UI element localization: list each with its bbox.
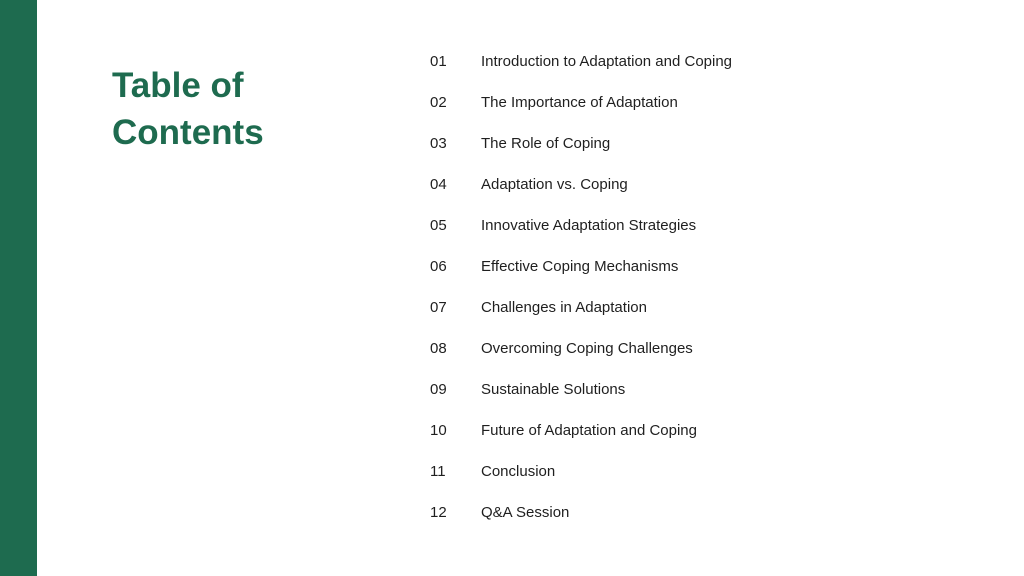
toc-item-03[interactable] (430, 133, 732, 174)
toc-item-09[interactable] (430, 379, 732, 420)
toc-item-label: Introduction to Adaptation and Coping (481, 53, 733, 70)
toc-item-number: 03 (430, 135, 447, 152)
toc-item-10[interactable] (430, 420, 732, 461)
toc-item-label: Overcoming Coping Challenges (481, 340, 693, 357)
toc-item-label: Challenges in Adaptation (481, 299, 647, 316)
toc-item-number: 01 (430, 53, 447, 70)
toc-item-label: Adaptation vs. Coping (481, 176, 628, 193)
toc-item-12[interactable] (430, 502, 732, 543)
table-of-contents-list (430, 51, 732, 543)
title-line-2: Contents (112, 113, 264, 152)
toc-item-01[interactable] (430, 51, 732, 92)
toc-item-08[interactable] (430, 338, 732, 379)
toc-item-04[interactable] (430, 174, 732, 215)
toc-item-11[interactable] (430, 461, 732, 502)
toc-item-number: 08 (430, 340, 447, 357)
page-title (112, 62, 264, 156)
toc-item-02[interactable] (430, 92, 732, 133)
toc-item-number: 07 (430, 299, 447, 316)
toc-item-number: 09 (430, 381, 447, 398)
toc-item-label: Effective Coping Mechanisms (481, 258, 679, 275)
toc-item-label: Q&A Session (481, 504, 570, 521)
toc-item-number: 05 (430, 217, 447, 234)
toc-item-label: The Role of Coping (481, 135, 611, 152)
toc-item-label: Conclusion (481, 463, 556, 480)
toc-item-number: 06 (430, 258, 447, 275)
accent-sidebar-bar (0, 0, 37, 576)
title-line-1: Table of (112, 66, 244, 105)
toc-item-label: Innovative Adaptation Strategies (481, 217, 697, 234)
toc-item-number: 10 (430, 422, 447, 439)
toc-item-number: 04 (430, 176, 447, 193)
toc-item-05[interactable] (430, 215, 732, 256)
toc-item-number: 02 (430, 94, 447, 111)
toc-item-06[interactable] (430, 256, 732, 297)
toc-item-number: 11 (430, 463, 446, 480)
toc-item-number: 12 (430, 504, 447, 521)
toc-item-label: The Importance of Adaptation (481, 94, 678, 111)
toc-item-07[interactable] (430, 297, 732, 338)
toc-item-label: Sustainable Solutions (481, 381, 626, 398)
toc-item-label: Future of Adaptation and Coping (481, 422, 697, 439)
